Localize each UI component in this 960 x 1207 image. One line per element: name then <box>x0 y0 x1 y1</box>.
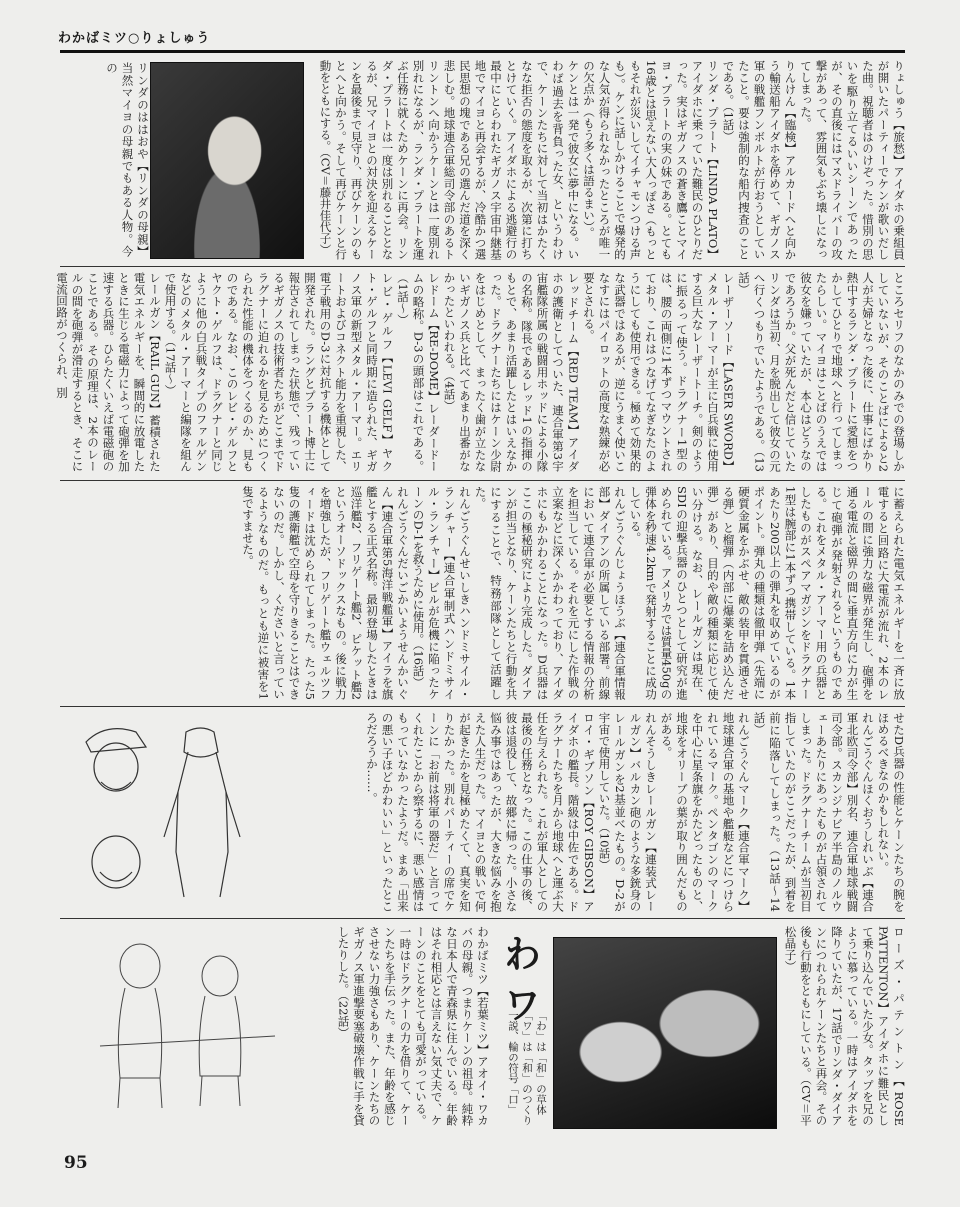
row-divider-3 <box>60 706 905 707</box>
header-rule <box>60 50 905 53</box>
entry-rinken: りんけん【臨検】アルカードへと向かう輸送船アイダホを停めて、ギガノス軍の戦艦フンボルトが行おうとしていたこと。要は強制的な船内捜査のことである。（1話） <box>721 60 798 260</box>
row-divider-4 <box>60 918 905 919</box>
entry-red-team: レッドチーム【RED TEAM】アイダホの護衛としてついた、連合軍第3宇宙艦隊所属の戦闘用ホッドによる小隊の名称。隊長であるレッド1の指揮のもとで、あまり活躍したとはいえなかった。ドラグナーたちにはケーン少尉をはじめとして、まったく歯が立たないギガノス兵と比べてあまり出番がなかったといわれる。（4話） <box>442 272 581 472</box>
rose-portrait <box>553 937 777 1129</box>
roy-gibson-sketch <box>66 712 246 902</box>
entry-ryoshu: りょしゅう【旅愁】アイダホの乗組員が開いたパーティーでケンが歌いだした曲。視聴者はのけぞった。惜別の思いを駆り立てるいいシーンであったが、その直後にはマスドライバーの攻撃があって、雰囲気もぶち壊しになってしまった。 <box>799 60 906 260</box>
entry-linda: リンダ・プラート【LINDA PLATO】アイダホに乗っていた難民のひとりだった。実はギガノスの蒼き鷹ことマイヨ・プラートの実の妹である。とても16歳とは思えない大人っぽさ（もっともそれが災いしてイチャモンつける声も）。ケンに話しかけることで爆発的な人気が得られなかったところが唯一の欠点か（もう多くは語るまい）。 <box>582 60 720 260</box>
row-divider-1 <box>60 266 905 267</box>
entry-roy-gibson: ロイ・ギブソン【ROY GIBSON】アイダホの艦長。階級は中佐である。ドラグナーたちを月から地球へと運ぶ大任を与えられた。これが軍人としての最後の任務となった。この仕事の後、彼は退役して、故郷に帰った。小さな悩み事ではあったが、大きな悩みを抱えた人生だった。マイヨとの戦いで何が起きたかを見極めたくて、真実を知りたかった。別れパーティーの席でケーンに「お前は将軍の器だ」と言ってくれたことから察するに、悪い感情はもっていなかったようだ。まあ「出来の悪い子ほどかわいい」といったところだろうか……。 <box>365 712 596 912</box>
page-header: わかばミツ○りょしゅう <box>58 31 211 46</box>
entry-north-europe-hq: れんごうぐんほくおうしれいぶ【連合軍北欧司令部】別名、連合軍地球戦闘司令部。スカンジナビア半島のノルウェーあたりにあったものが占領されてしまった。ドラグナーチームが当初目指していたのがここだったが、到着を前に陥落してしまった。（13話〜14話） <box>752 712 875 912</box>
lynda-portrait <box>150 62 304 259</box>
row2-text <box>55 272 906 472</box>
entry-5th-fleet: れんごうぐんだいごかいようせんかいぐん【連合軍第5海洋戦艦軍】アイラを旗艦とする正式名称。最初登場したときは巡洋艦2、フリゲート艦2、ピケット艦2というオーソドックスなもの。後に戦力を増強したが、フリゲート艦ウェルツフィードは沈められてしまった。たった5隻の護衛艦で空母を守りきることはできないのだ。しかし、くださいと言っているようなものだ。もっとも逆に被害を1隻ですませた。 <box>241 486 410 700</box>
entry-army-mark: れんごうぐんマーク【連合軍マーク】地球連合軍の基地や艦艇などにつけられているマーク。ペンタゴンのマークを中心に星条旗をかたどったものと、地球をオリーブの葉が取り囲んだものがある。 <box>659 712 751 912</box>
row4-text <box>250 712 906 912</box>
wa-heading: わ ワ <box>497 934 542 1024</box>
entry-hand-missile: れんごうぐんせいしきハンドミサイル・ランチャー【連合軍制式ハンドミサイル・ランチャー】ビルが危機に陥ったケーンのD-1を救うために使用。（16話） <box>411 486 472 700</box>
row-divider-2 <box>60 480 905 481</box>
entry-levi-gelf: レビ・ゲルフ【LEVI GELF】ヤクト・ゲルフと同時期に造られた、ギガノス軍の新型メタル・アーマー。エリートおよびコネクト能力を重視した、電子戦用のD-3に対抗する機体として開発された。ラングとプラート博士に報告されてしまった状態で、残っているギガノスの技術者たちがどこまでドラグナーに迫れるかを見るためにつくられた性能の機体をつくるのか、見ものである。なお、このレビ・ゲルフとヤクト・ゲルフは、ドラグナーと同じように他の白兵戦タイプのファルゲンなどのメタル・アーマーと編隊を組んで使用する。（17話〜） <box>163 272 395 472</box>
entry-laser-sword: レーザーソード【LASER SWORD】メタル・アーマーが主に白兵戦に使用する巨大なレーザートーチ。剣のように振るって使う。ドラグナー1型のは、腰の両側に1本ずつマウントされており、これはつなげてなぎなたのようにしても使用できる。極めて効果的な武器ではあるが、逆にうまく使いこなすにはパイロットの高度な熟練が必要とされる。 <box>582 272 736 472</box>
caption-lynda-mother: リンダのははおや【リンダの母親】当然マイヨの母親でもある人物。今の <box>105 62 150 257</box>
entry-rail-gun-cont: に蓄えられた電気エネルギーを一斉に放電すると回路に大電流が流れ、2本のレールの間に強力な磁界が発生し、砲弾を通る電流と磁界の間に垂直方向に力が生じて砲弾が発射されるというものである。これをメタル・アーマー用の兵器としたものがスペアマガジンをドラグナー1型は腕部に1本ずつ携帯している。1本あたり200以上の弾丸を収めているのがポイント。弾丸の種類は徹甲弾（先端に硬質金属をかぶせ、敵の装甲を貫通させる弾）と榴弾（内部に爆薬を詰め込んだ弾）があり、目的や敵の種類に応じて使い分ける。なお、レールガンは現在、SDIの迎撃兵器のひとつとして研究が進められている。アメリカでは質量450gの弾体を秒速4.2kmで発射することに成功している。 <box>628 486 906 700</box>
entry-fleet-cont: せたD兵器の性能とケーンたちの腕をほめるべきなのかもしれない。 <box>876 712 906 912</box>
entry-redome: レドーム【RE-DOME】レーダードームの略称。D-3の頭部はこれである。（1話〜） <box>396 272 441 472</box>
wa-note: 「わ」は「和」の草体「ワ」は「和」のつくり 一説、輪の符号「口」 <box>507 1010 547 1126</box>
entry-linda-cont: ケンとは一発で彼女に夢中になる。いわば過去を背負った女、というわけで、ケーンたちに対して当初はかたくなな拒否の態度を取るが、次第に打ちとけていく。アイダホによる逃避行の最中にとらわれたギガノス宇宙中継基地でマイヨと再会するが、冷酷かつ選民思想の塊である兄の選んだ道を深く悲しむ。地球連合軍総司令部のあるトリントンへ向かうケーンとは一度別れ別れになるが、ランダ・プラートを運ぶ任務に就くためケーンに再会。リンダ・プラートは一度は別れることとなるが、兄マイヨとの対決を迎えるケーンを最後まで見守り、再びケーンのもとへと向かう。そして再びケーンと行動をともにする。（CV＝藤井佳代子） <box>318 60 581 260</box>
entry-linda-mother-cont: ところセリフのなかのみでの登場しかしていないが、そのことばによると2人が夫婦となった後に、仕事にばかり熱中するランダ・プラートに愛想をつかしてひとりで地球へと行ってしまったらしい。マイヨはことばのうえでは彼女を嫌っていたが、本心はどうなのであろうか。父が死んだと信じていたリンダは当初、月を脱出して彼女の元へ行くつもりでいたようである。（13話） <box>737 272 906 472</box>
entry-wakaba-mitsu: わかばミツ【若葉ミツ】アオイ・ワカバの母親。つまりケーンの祖母。純粋な日本人で青森県に住んでいる。年齢はそれ相応とは言えない気丈夫で、ケーンのことをとても可愛がっている。一時はドラグナーの力を借りて、ケーンたちを手伝った。また、年齢を感じさせない力強さもあり、ケーンたちのギガノス軍進撃要塞破壊作戦に手を貸したりした。（22話） <box>336 926 490 1126</box>
entry-intel-dept: れんごうぐんじょうほうぶ【連合軍情報部】ダイアンの所属している部署。前線において連合軍が必要とする情報の分析を担当している。それを元にした作戦の立案などに深くかかわっており、アイダホにもかかわることになった。D兵器はここの極秘研究により完成した。ダイアンが担当となり、ケーンたちと行動を共にすることで、特務部隊として活躍した。 <box>473 486 627 700</box>
wakaba-mitsu-sketch <box>80 926 280 1126</box>
row3-text <box>64 486 906 700</box>
entry-twin-railgun: れんそうしきレールガン【連装式レールガン】バルカン砲のような多銃身のレールガンを2基並べたもの。D-2が宇宙で使用していた。（10話） <box>597 712 658 912</box>
entry-rail-gun: レールガン【RAIL GUN】蓄積された電気エネルギーを、瞬間的に放電したときに生じる電磁力によって砲弾を加速する兵器。ひらたくいえば電磁砲のことである。その原理は、2本のレールの間を砲弾が滑走するとき、そこに電流回路がつくられ、別 <box>55 272 162 472</box>
row1-text <box>306 60 906 260</box>
entry-rose-pattenton: ローズ・パテントン【ROSE PATTENTON】アイダホに難民として乗り込んでいた少女。タップを兄のように慕っている。一時はアイダホを降りていたが、17話でリンダ・ダイアンにつれられケーンたちと再会。その後も行動をともにしている。（CV＝平松晶子） <box>783 926 906 1126</box>
page-number: 95 <box>64 1153 88 1173</box>
